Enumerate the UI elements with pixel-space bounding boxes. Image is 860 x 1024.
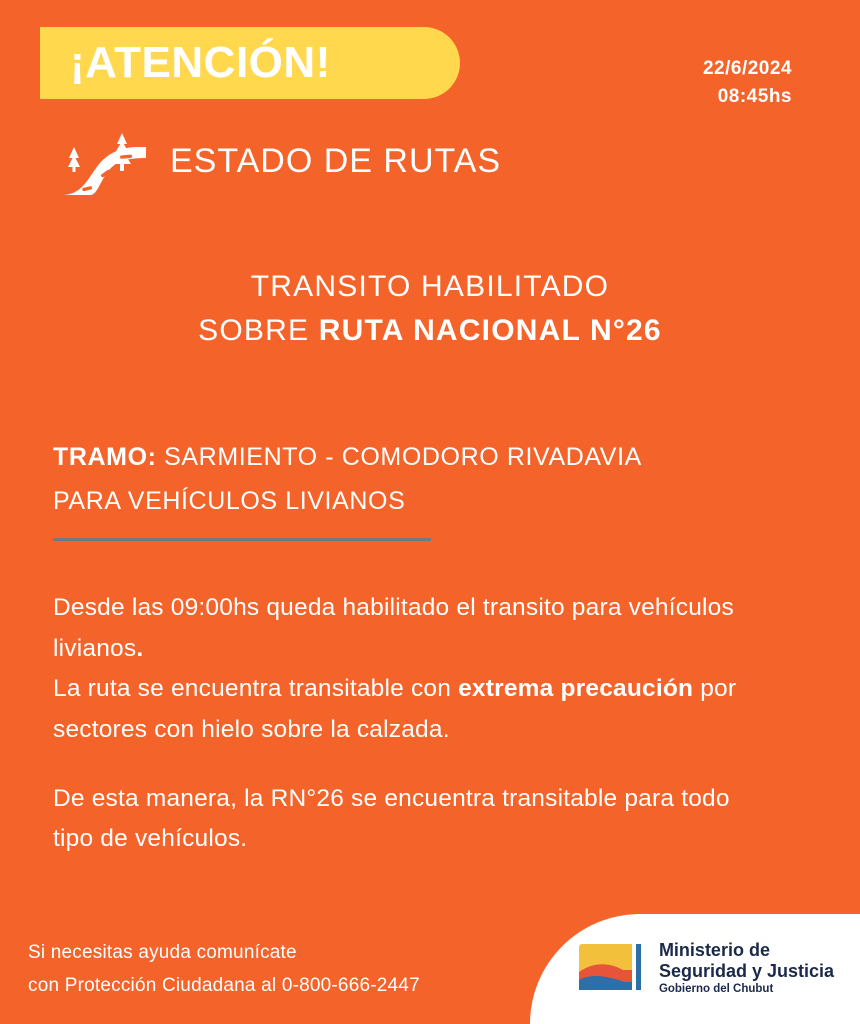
tramo-vehicles: PARA VEHÍCULOS LIVIANOS — [53, 486, 406, 515]
tramo-line — [53, 436, 642, 480]
notice-body — [53, 588, 753, 860]
ministry-logo — [575, 938, 834, 998]
attention-badge — [40, 27, 460, 99]
body-p1-text: Desde las 09:00hs queda habilitado el transito para vehículos livianos — [53, 594, 734, 662]
tramo-label: TRAMO: — [53, 443, 157, 471]
body-p2-tail: por sectores con hielo sobre la calzada. — [53, 675, 737, 743]
headline-line-2 — [0, 309, 860, 353]
body-p2-strong: extrema precaución — [458, 675, 694, 703]
brand-row — [60, 125, 501, 197]
notice-date: 22/6/2024 — [702, 58, 792, 79]
ministry-line-1: Ministerio de — [658, 940, 770, 961]
road-with-trees-icon — [60, 125, 152, 197]
body-paragraph-1 — [53, 588, 753, 751]
notice-time: 08:45hs — [717, 85, 792, 107]
datetime-block — [703, 55, 792, 110]
headline-line-2-prefix: SOBRE — [198, 313, 319, 347]
body-p1-period: . — [136, 634, 144, 662]
ministry-line-3: Gobierno del Chubut — [658, 982, 774, 995]
headline-route-name: RUTA NACIONAL N°26 — [318, 313, 662, 347]
ministry-line-2: Seguridad y Justicia — [658, 960, 834, 981]
ministry-text — [659, 940, 834, 996]
headline-line-1: TRANSITO HABILITADO — [250, 270, 610, 303]
page-title — [0, 265, 860, 352]
help-line-2: con Protección Ciudadana al 0-800-666-2447 — [28, 974, 420, 996]
chubut-government-emblem-icon — [575, 938, 647, 998]
help-contact — [28, 936, 420, 1003]
section-tramo — [53, 436, 642, 524]
body-paragraph-2: De esta manera, la RN°26 se encuentra transitable para todo tipo de vehículos. — [53, 784, 730, 853]
body-p2-lead: La ruta se encuentra transitable con — [53, 675, 459, 703]
tramo-route: SARMIENTO - COMODORO RIVADAVIA — [156, 443, 642, 471]
section-divider — [53, 538, 431, 541]
brand-title: ESTADO DE RUTAS — [170, 141, 502, 180]
help-line-1: Si necesitas ayuda comunícate — [28, 941, 297, 963]
attention-label: ¡ATENCIÓN! — [70, 38, 331, 87]
